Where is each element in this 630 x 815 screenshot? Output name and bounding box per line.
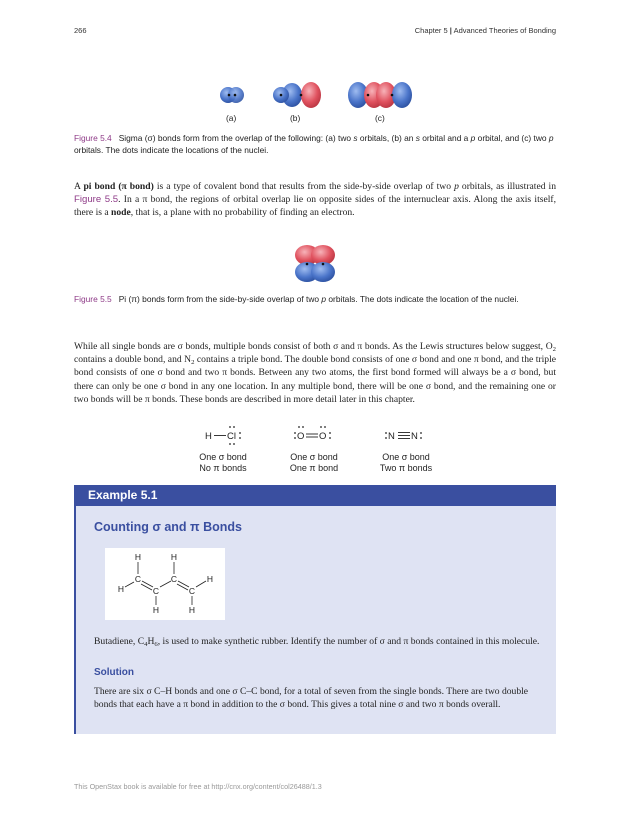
lewis-n2-label	[366, 452, 446, 474]
text: Butadiene, C	[94, 636, 145, 647]
atom-c1: C	[134, 574, 142, 584]
p-p-overlap	[348, 82, 412, 108]
subscript: 2	[552, 346, 556, 353]
lewis-o2	[294, 426, 331, 442]
caption-italic: p	[548, 133, 554, 143]
caption-italic: p	[321, 294, 327, 304]
caption-italic: s	[415, 133, 420, 143]
subscript: 6	[154, 641, 158, 648]
lewis-structures	[195, 424, 445, 448]
atom-h5: H	[152, 605, 160, 615]
example-heading: Example 5.1	[74, 485, 556, 506]
atom-h2: H	[170, 552, 178, 562]
caption-text: orbital and a	[419, 133, 471, 143]
pi-count: Two π bonds	[379, 463, 433, 473]
subscript: 2	[191, 359, 195, 367]
pi-bond-paragraph	[74, 180, 556, 220]
solution-text: There are six σ C–H bonds and one σ C–C bond, for a total of seven from the single bonds. There are two double bonds that each have a π bond in addition to the σ bond. This gives a total nine σ and two π bonds overall.	[94, 686, 529, 711]
atom-h6: H	[188, 605, 196, 615]
lewis-atom-n2: N	[411, 431, 418, 442]
atom-h1: H	[134, 552, 142, 562]
lewis-atom-o2: O	[319, 431, 327, 442]
caption-italic: p	[470, 133, 476, 143]
running-header	[415, 26, 556, 35]
example-title: Counting σ and π Bonds	[94, 520, 242, 534]
text: , is used to make synthetic rubber. Identify the number of σ and π bonds contained in this molecule.	[157, 636, 540, 647]
footer: This OpenStax book is available for free at http://cnx.org/content/col26488/1.3	[74, 782, 322, 791]
sigma-orbitals-figure	[210, 76, 430, 114]
figure-label-c: (c)	[375, 113, 385, 123]
pi-orbital-figure	[290, 243, 340, 285]
caption-text: orbitals. The dots indicate the location of the nuclei.	[326, 294, 519, 304]
solution-heading: Solution	[94, 667, 134, 678]
atom-c3: C	[170, 574, 178, 584]
lewis-atom-n1: N	[388, 431, 395, 442]
text: A	[74, 181, 84, 192]
term-pi-bond: pi bond (π bond)	[83, 181, 154, 192]
text: contains a double bond, and N	[74, 354, 192, 366]
figure-5-5-caption	[74, 293, 556, 305]
caption-text: orbital, and (c) two	[475, 133, 549, 143]
pi-count: No π bonds	[199, 463, 247, 473]
figure-label-b: (b)	[290, 113, 301, 123]
lewis-atom-o1: O	[297, 431, 305, 442]
lewis-hcl-label	[183, 452, 263, 474]
lewis-hcl	[205, 426, 241, 445]
figure-5-5-link[interactable]: Figure 5.5	[74, 194, 119, 206]
atom-c4: C	[188, 586, 196, 596]
caption-text: Pi (π) bonds form from the side-by-side overlap of two	[118, 294, 322, 304]
lewis-atom-h: H	[205, 431, 212, 442]
multiple-bonds-paragraph	[74, 340, 556, 406]
s-p-overlap	[273, 82, 321, 108]
figure-label-a: (a)	[226, 113, 237, 123]
subscript: 4	[144, 641, 148, 648]
sigma-count: One σ bond	[290, 452, 338, 462]
caption-text: Sigma (σ) bonds form from the overlap of the following: (a) two	[118, 133, 354, 143]
text: . In a π bond, the regions of orbital overlap lie on opposite sides of the internuclear axis. Along the axis itself, there is a	[74, 194, 556, 219]
header-separator: |	[449, 26, 452, 35]
atom-c2: C	[152, 586, 160, 596]
term-node: node	[111, 207, 131, 219]
text: H	[147, 636, 155, 647]
butadiene-structure	[105, 548, 225, 620]
figure-label: Figure 5.5	[74, 294, 112, 304]
figure-label: Figure 5.4	[74, 133, 112, 143]
example-question	[94, 635, 544, 648]
text: , that is, a plane with no probability of finding an electron.	[130, 207, 355, 219]
caption-italic: s	[353, 133, 358, 143]
text: is a type of covalent bond that results from the side-by-side overlap of two	[153, 181, 455, 192]
text: While all single bonds are σ bonds, multiple bonds consist of both σ and π bonds. As the Lewis structures below suggest, O	[74, 341, 553, 352]
caption-text: orbitals. The dots indicate the locations of the nuclei.	[74, 145, 269, 155]
s-s-overlap	[220, 87, 244, 103]
text-italic: p	[454, 181, 459, 192]
pi-count: One π bond	[289, 463, 339, 473]
chapter-label: Chapter 5	[414, 26, 448, 35]
text: contains a triple bond. The double bond consists of one σ bond and one π bond, and the triple bond consists of one σ bond and two π bonds. Between any two atoms, the first bond formed will always be a σ bond, but there can only be one σ bond in any one location. In any multiple bond, there will be one σ bond, and the remaining one or two bonds will be π bonds. These bonds are described in more detail later in this chapter.	[74, 354, 556, 405]
sigma-count: One σ bond	[382, 452, 430, 462]
sigma-count: One σ bond	[199, 452, 247, 462]
page-number: 266	[74, 26, 87, 35]
atom-h4: H	[206, 574, 214, 584]
lewis-n2	[385, 431, 422, 442]
figure-5-4-caption	[74, 132, 556, 156]
caption-text: orbitals, (b) an	[357, 133, 416, 143]
lewis-atom-cl: Cl	[227, 431, 236, 442]
atom-h3: H	[117, 584, 125, 594]
chapter-title: Advanced Theories of Bonding	[453, 26, 556, 35]
lewis-o2-label	[274, 452, 354, 474]
text: orbitals, as illustrated in	[458, 181, 556, 192]
